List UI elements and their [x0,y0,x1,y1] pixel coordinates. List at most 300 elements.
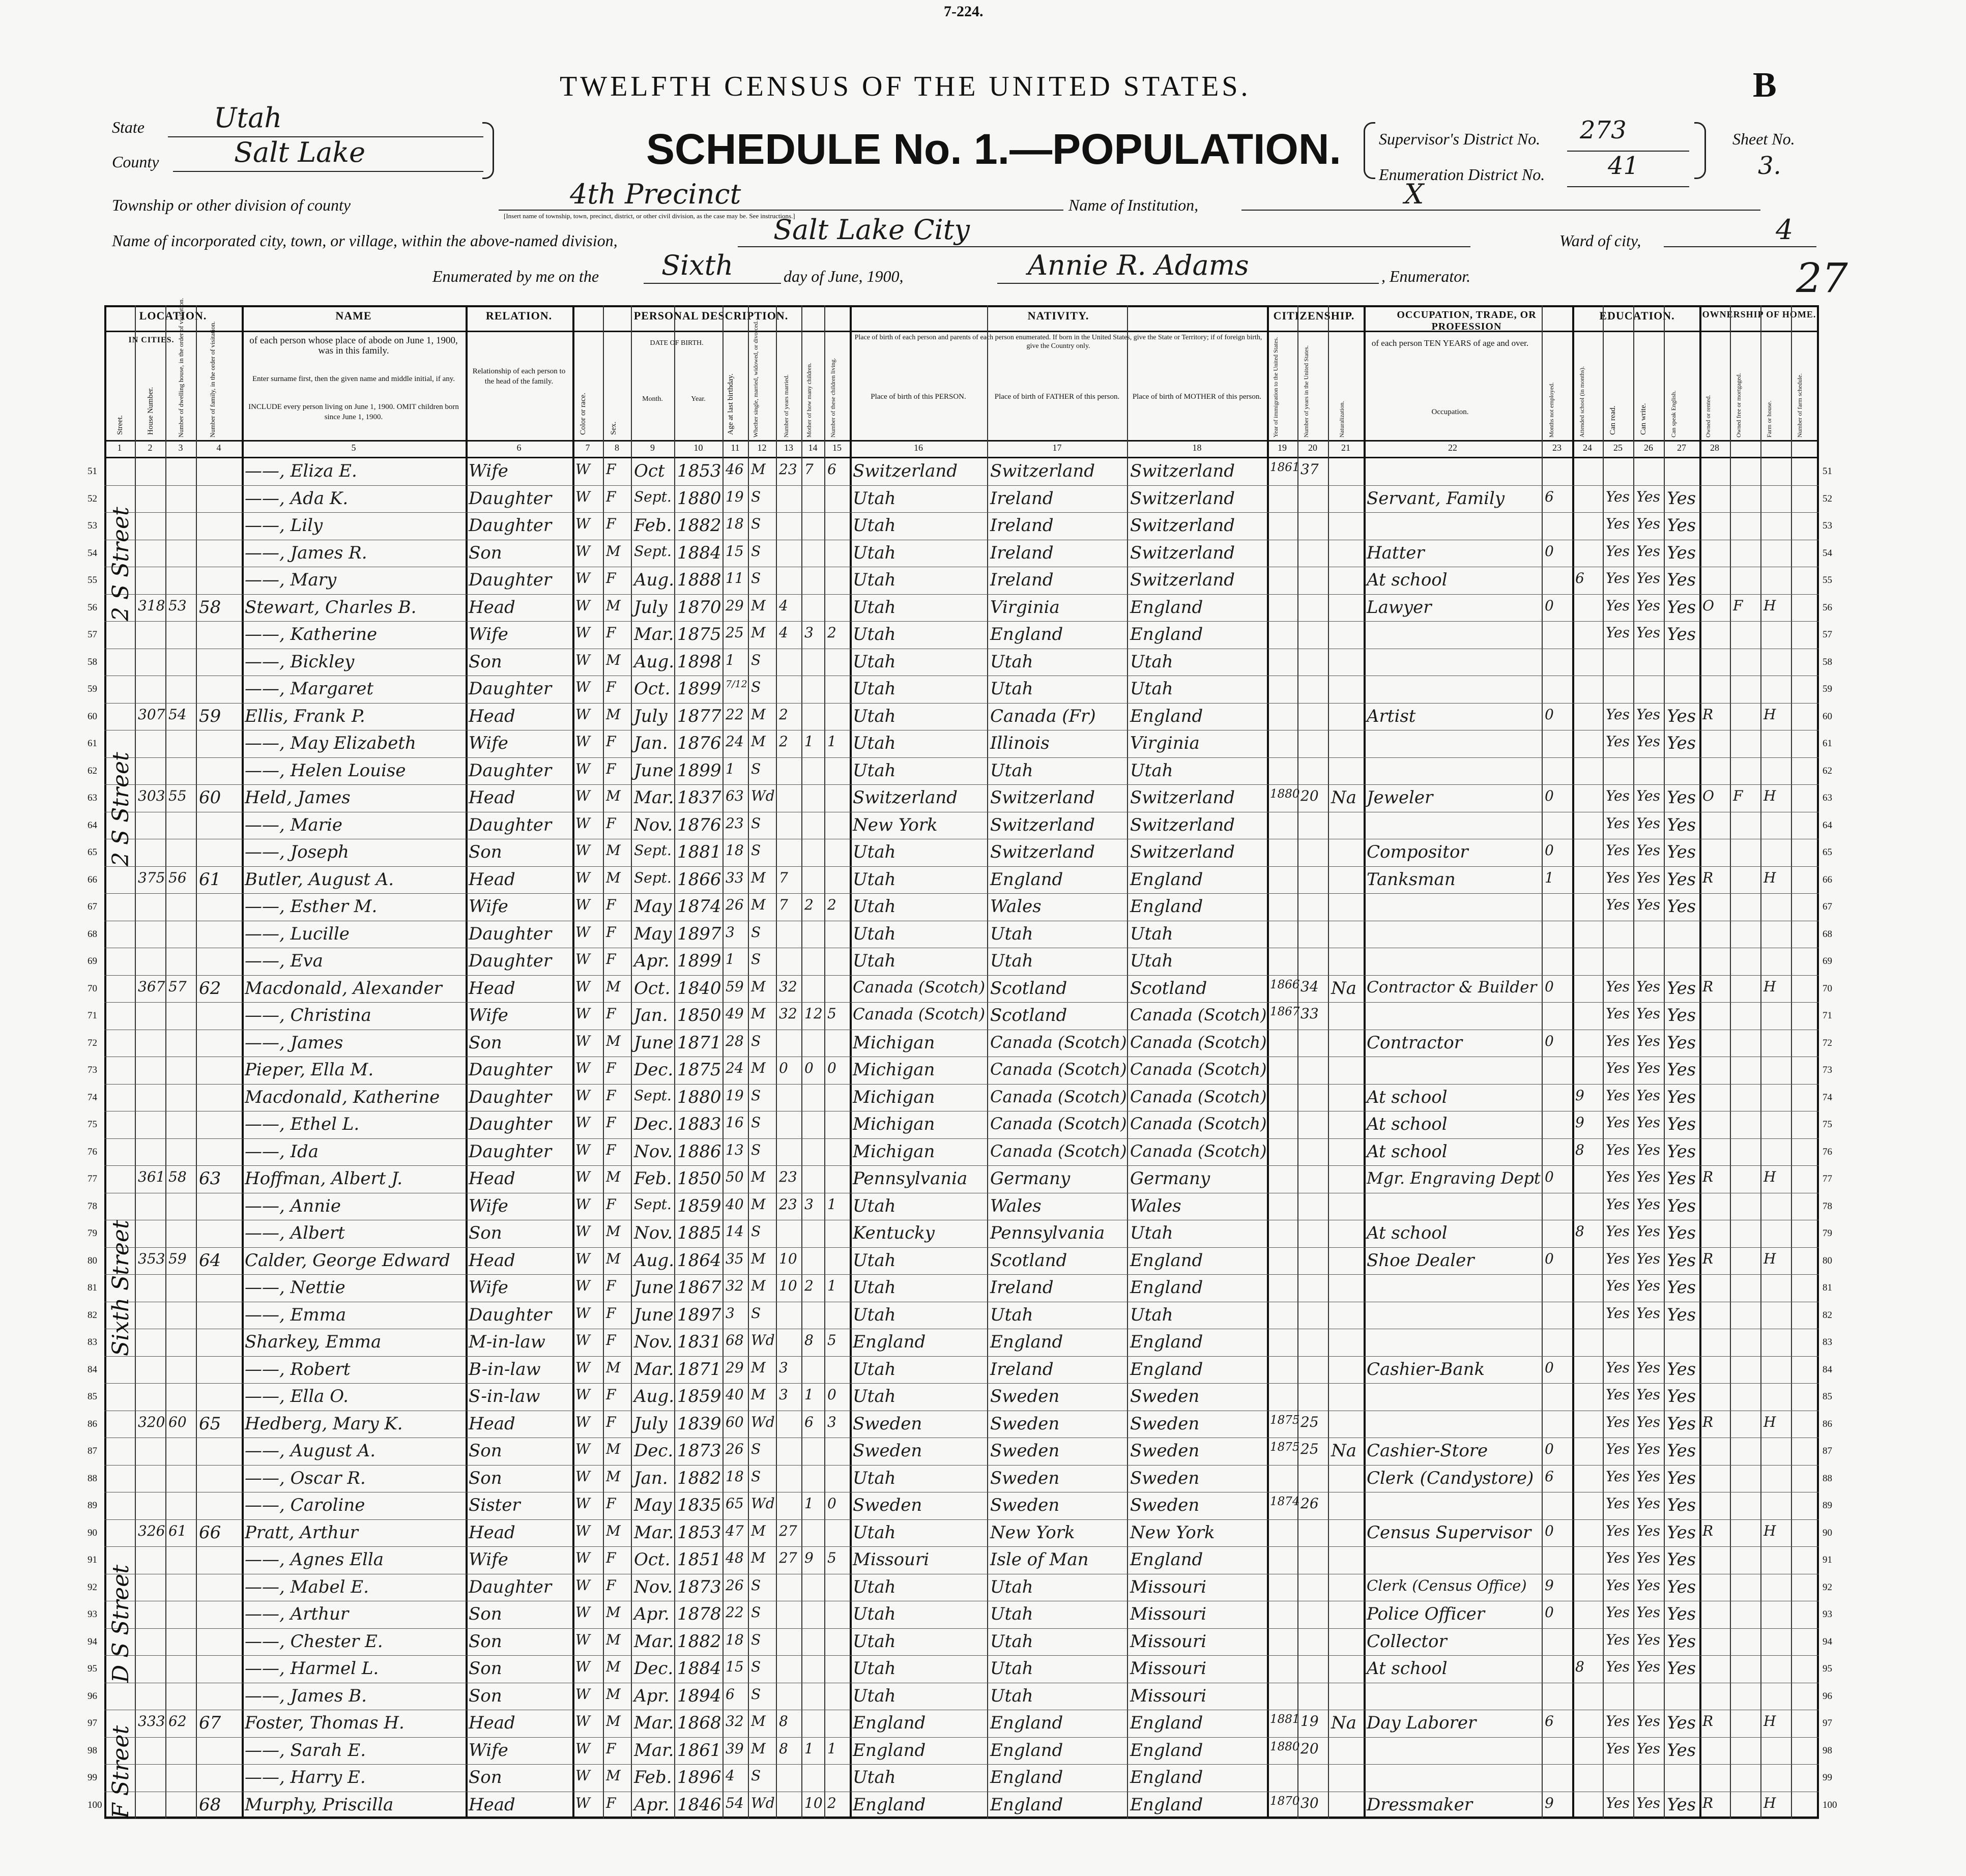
name-enter: Enter surname first, then the given name and middle initial, if any. [252,375,455,383]
line-number-right: 95 [1823,1663,1832,1674]
cell-name: ——, Esther M. [245,896,378,917]
cell-pom: Wales [1130,1195,1181,1216]
cell-name: ——, Mabel E. [245,1576,369,1597]
cell-month: Apr. [634,1604,670,1624]
cell-occ: Lawyer [1367,597,1432,618]
cell-sex: M [606,1604,621,1621]
township-note: [Insert name of township, town, precinct, district, or other civil division, as the case may be. See instructions.] [504,212,795,220]
cell-ms: Wd [751,787,775,804]
cell-wr: Yes [1636,624,1660,641]
cell-occ: At school [1367,1658,1448,1679]
column-number: 4 [216,443,221,453]
cell-sex: M [606,1631,621,1648]
cell-mu: 6 [1545,488,1554,505]
line-number-right: 97 [1823,1718,1832,1728]
cell-month: Feb. [634,515,672,536]
cell-color: W [575,1087,590,1104]
cell-moc: 3 [804,1195,814,1213]
cell-moc: 0 [804,1060,814,1076]
cell-pob: Utah [853,951,896,971]
line-number: 64 [88,819,97,831]
cell-age: 32 [726,1277,744,1294]
cell-frm: H [1763,597,1776,614]
cell-en: Yes [1667,1794,1696,1815]
cell-sch: 9 [1575,1087,1584,1104]
cell-liv: 5 [827,1005,836,1022]
cell-pof: Canada (Scotch) [990,1060,1127,1079]
county-underline [173,171,483,172]
cell-year: 1896 [677,1767,721,1787]
cell-en: Yes [1667,1658,1696,1679]
cell-mu: 9 [1545,1794,1554,1811]
cell-ms: S [751,570,761,587]
cell-liv: 3 [827,1413,836,1430]
cell-pof: Scotland [990,1005,1067,1025]
column-divider [1572,305,1574,1819]
row-rule [104,1383,1819,1384]
month-head: Month. [642,395,663,403]
occupation-head: Occupation. [1431,408,1469,416]
row-rule [104,893,1819,894]
cell-name: ——, Harry E. [245,1767,366,1787]
cell-pob: Michigan [853,1060,935,1080]
cell-pof: Utah [990,1631,1033,1652]
cell-ym: 2 [779,733,788,750]
cell-sex: F [606,1277,616,1294]
cell-liv: 2 [827,896,836,913]
cell-name: ——, Lily [245,515,323,536]
line-number: 82 [88,1309,97,1321]
dwelling-head: Number of dwelling house, in the order of visitation. [177,298,185,437]
cell-month: May [634,1495,672,1515]
cell-sex: F [606,679,616,695]
cell-sex: M [606,1658,621,1675]
cell-pom: Switzerland [1130,488,1235,509]
cell-rel: Son [469,1032,502,1053]
cell-color: W [575,1114,590,1131]
cell-color: W [575,1767,590,1784]
cell-name: ——, Bickley [245,651,355,672]
cell-pob: Kentucky [853,1223,935,1243]
street-label: F Street [108,1725,134,1819]
cell-pom: England [1130,1359,1203,1380]
cell-pob: Utah [853,733,896,753]
mother-of-head: Mother of how many children. [805,363,813,437]
line-number: 79 [88,1228,97,1239]
cell-pom: Sweden [1130,1495,1200,1515]
cell-sex: F [606,896,616,913]
cell-ym: 8 [779,1740,788,1757]
line-number-right: 93 [1823,1609,1832,1620]
cell-name: ——, Eliza E. [245,461,357,481]
cell-pob: Michigan [853,1114,935,1134]
line-number: 92 [88,1581,97,1593]
cell-sex: F [606,1195,616,1213]
cell-rd: Yes [1606,814,1630,832]
column-number: 18 [1192,443,1202,453]
cell-ms: Wd [751,1413,775,1430]
cell-pob: Utah [853,869,896,890]
family-head: Number of family, in the order of visitation. [209,321,216,437]
school-head: Attended school (in months). [1578,366,1585,437]
cell-month: Jan. [634,733,668,753]
column-divider [801,305,802,1819]
cell-age: 32 [726,1713,744,1730]
cell-pof: Utah [990,923,1033,944]
enum-day: Sixth [661,249,734,281]
cell-year: 1867 [677,1277,721,1298]
cell-color: W [575,1549,590,1566]
cell-en: Yes [1667,1604,1696,1624]
cell-name: ——, Agnes Ella [245,1549,384,1570]
cell-year: 1874 [677,896,721,917]
cell-mu: 0 [1545,787,1554,804]
cell-year: 1864 [677,1250,721,1271]
cell-sex: M [606,1359,621,1376]
cell-mu: 0 [1545,1250,1554,1267]
cell-age: 18 [726,842,744,859]
cell-name: ——, Oscar R. [245,1468,366,1488]
line-number: 81 [88,1282,97,1293]
cell-age: 1 [726,651,735,668]
cell-rd: Yes [1606,1250,1630,1267]
occ-desc: of each person TEN YEARS of age and over. [1371,338,1529,348]
enumeration-label: Enumeration District No. [1379,165,1545,184]
cell-imm: 1866 [1270,978,1300,991]
cell-color: W [575,488,590,505]
cell-pom: Missouri [1130,1576,1207,1597]
street-label: 2 S Street [108,507,134,621]
cell-sex: F [606,1005,616,1022]
line-number: 91 [88,1555,97,1565]
cell-age: 40 [726,1386,744,1403]
cell-age: 49 [726,1005,744,1022]
cell-house: 353 [138,1250,165,1267]
read-head: Can read. [1609,405,1617,435]
cell-pob: Utah [853,1468,896,1488]
cell-age: 26 [726,1576,744,1594]
cell-rd: Yes [1606,1658,1630,1675]
cell-rel: Daughter [469,760,552,781]
cell-ms: S [751,1658,761,1675]
cell-moc: 10 [804,1794,823,1811]
house-head: House Number. [147,387,155,435]
cell-color: W [575,1740,590,1757]
cell-age: 22 [726,706,744,723]
cell-en: Yes [1667,1713,1696,1733]
cell-month: June [634,1277,674,1298]
cell-pof: Switzerland [990,842,1095,862]
cell-ms: S [751,1114,761,1131]
ward-value: 4 [1776,214,1794,246]
cell-age: 15 [726,1658,744,1675]
column-divider [1633,305,1634,1819]
cell-pob: England [853,1740,926,1761]
cell-frm: H [1763,1713,1776,1730]
cell-fam: 59 [199,706,221,726]
cell-name: ——, Margaret [245,679,374,699]
cell-ym: 23 [779,1168,797,1185]
row-rule [104,1356,1819,1357]
cell-age: 23 [726,814,744,832]
form-number: 7-224. [944,3,984,20]
cell-ms: M [751,1277,766,1294]
colnum-rule [104,457,1819,458]
cell-name: ——, Lucille [245,923,350,944]
cell-occ: Mgr. Engraving Dept [1367,1168,1541,1188]
cell-name: Foster, Thomas H. [245,1713,404,1733]
cell-wr: Yes [1636,1468,1660,1485]
column-number: 5 [351,443,356,453]
cell-occ: Jeweler [1367,787,1433,808]
cell-color: W [575,1604,590,1621]
cell-name: ——, Nettie [245,1277,345,1298]
cell-color: W [575,461,590,478]
column-divider [748,305,749,1819]
cell-rel: Head [469,706,515,726]
cell-name: ——, Albert [245,1223,345,1243]
cell-own: R [1702,1250,1714,1267]
cell-month: May [634,923,672,944]
row-rule [104,1655,1819,1656]
cell-pof: Utah [990,1658,1033,1679]
cell-rd: Yes [1606,1141,1630,1158]
cell-color: W [575,787,590,804]
cell-wr: Yes [1636,1631,1660,1648]
cell-wr: Yes [1636,597,1660,614]
cell-month: June [634,1304,674,1325]
line-number-right: 82 [1823,1309,1832,1321]
cell-color: W [575,842,590,859]
cell-age: 48 [726,1549,744,1566]
enum-label-2: day of June, 1900, [784,267,904,285]
enum-label-1: Enumerated by me on the [432,267,599,285]
column-number: 27 [1677,443,1686,453]
cell-own: O [1702,597,1714,614]
cell-ym: 23 [779,1195,797,1213]
cell-name: Butler, August A. [245,869,394,890]
cell-en: Yes [1667,1005,1696,1025]
cell-rel: Son [469,1604,502,1624]
cell-pob: Missouri [853,1549,930,1570]
cell-rel: Daughter [469,1087,552,1107]
nativity-desc: Place of birth of each person and parents of each person enumerated. If born in the United States, give the State or Territory; if of foreign birth, give the Country only. [854,334,1262,350]
cell-ym: 3 [779,1359,788,1376]
cell-rel: Head [469,597,515,618]
cell-pof: Switzerland [990,787,1095,808]
cell-wr: Yes [1636,1413,1660,1430]
cell-pof: Ireland [990,515,1054,536]
cell-color: W [575,624,590,641]
cell-color: W [575,597,590,614]
cell-moc: 7 [804,461,814,478]
cell-name: Sharkey, Emma [245,1332,382,1352]
cell-year: 1876 [677,814,721,835]
cell-color: W [575,1713,590,1730]
schedule-head: Number of farm schedule. [1796,373,1803,437]
cell-name: Macdonald, Alexander [245,978,442,999]
cell-name: ——, Chester E. [245,1631,383,1652]
cell-pom: Canada (Scotch) [1130,1005,1267,1024]
line-number-right: 73 [1823,1065,1832,1075]
cell-year: 1846 [677,1794,721,1815]
row-rule [104,1764,1819,1765]
living-head: Number of these children living. [829,358,836,437]
cell-dw: 53 [168,597,187,614]
column-divider [572,305,574,1819]
cell-rel: Daughter [469,1304,552,1325]
cell-ms: M [751,1060,766,1076]
cell-age: 63 [726,787,744,804]
cell-liv: 0 [827,1495,836,1512]
cell-pob: Sweden [853,1413,922,1434]
line-number-right: 96 [1823,1690,1832,1702]
line-number: 94 [88,1636,97,1647]
census-title: TWELFTH CENSUS OF THE UNITED STATES. [560,71,1251,102]
cell-pof: Canada (Scotch) [990,1032,1127,1052]
line-number-right: 63 [1823,793,1832,803]
cell-frm: H [1763,1522,1776,1539]
cell-pof: Utah [990,679,1033,699]
cell-sex: M [606,1522,621,1539]
cell-age: 15 [726,542,744,560]
color-head: Color or race. [579,393,587,435]
column-number: 28 [1710,443,1719,453]
cell-moc: 1 [804,1495,814,1512]
cell-mu: 0 [1545,1441,1554,1457]
cell-ym: 10 [779,1277,797,1294]
enum-label-3: , Enumerator. [1381,267,1471,285]
cell-pof: Pennsylvania [990,1223,1105,1243]
line-number: 65 [88,847,97,858]
cell-yus: 20 [1300,787,1319,804]
cell-month: Nov. [634,1576,673,1597]
cell-dw: 60 [168,1413,187,1430]
line-number: 99 [88,1772,97,1783]
cell-wr: Yes [1636,1250,1660,1267]
cell-sch: 8 [1575,1141,1584,1158]
cell-dw: 56 [168,869,187,886]
cell-name: ——, August A. [245,1441,376,1461]
cell-mu: 0 [1545,1032,1554,1049]
cell-dw: 55 [168,787,187,804]
cell-pob: Utah [853,1631,896,1652]
cell-rel: Wife [469,1277,508,1298]
cell-ms: S [751,1576,761,1594]
line-number-right: 80 [1823,1255,1832,1266]
cell-pob: Utah [853,1685,896,1706]
city-value: Salt Lake City [773,214,970,246]
cell-pom: Utah [1130,1223,1173,1243]
cell-year: 1871 [677,1032,721,1053]
cell-month: Mar. [634,1359,674,1380]
cell-pom: Canada (Scotch) [1130,1141,1267,1161]
cell-en: Yes [1667,1195,1696,1216]
cell-rd: Yes [1606,1005,1630,1022]
cell-age: 24 [726,1060,744,1076]
cell-age: 65 [726,1495,744,1512]
cell-year: 1875 [677,1060,721,1080]
row-rule [104,757,1819,758]
cell-pom: England [1130,1794,1203,1815]
cell-name: ——, James R. [245,542,367,563]
cell-sex: M [606,869,621,886]
cell-sex: F [606,461,616,478]
cell-fam: 62 [199,978,221,999]
line-number: 98 [88,1745,97,1756]
cell-pof: Utah [990,951,1033,971]
cell-age: 54 [726,1794,744,1811]
cell-month: July [634,597,668,618]
cell-year: 1859 [677,1195,721,1216]
line-number-right: 67 [1823,901,1832,912]
cell-frm: H [1763,869,1776,886]
line-number: 95 [88,1663,97,1674]
cell-yus: 19 [1300,1713,1319,1730]
cell-ms: S [751,1685,761,1703]
cell-rel: Daughter [469,1141,552,1162]
cell-en: Yes [1667,1495,1696,1515]
cell-moc: 12 [804,1005,823,1022]
cell-dw: 54 [168,706,187,723]
cell-sex: F [606,1576,616,1594]
cell-house: 361 [138,1168,165,1185]
cell-pom: Missouri [1130,1658,1207,1679]
cell-rd: Yes [1606,1114,1630,1131]
cell-pof: Ireland [990,1277,1054,1298]
cell-rd: Yes [1606,1304,1630,1322]
column-divider [1760,305,1761,1819]
cell-name: ——, Christina [245,1005,371,1025]
cell-wr: Yes [1636,1604,1660,1621]
cell-pom: England [1130,1277,1203,1298]
row-rule [104,1546,1819,1547]
cell-rel: Wife [469,624,508,644]
margin-mark: 27 [1796,254,1848,302]
enum-day-underline [644,283,781,284]
cell-rd: Yes [1606,515,1630,532]
cell-liv: 5 [827,1332,836,1349]
cell-month: June [634,760,674,781]
cell-year: 1897 [677,923,721,944]
cell-fm: F [1733,597,1743,614]
cell-occ: Artist [1367,706,1416,726]
cell-pom: Utah [1130,679,1173,699]
cell-name: ——, Eva [245,951,323,971]
cell-color: W [575,1359,590,1376]
cell-fam: 67 [199,1713,221,1733]
cell-sex: M [606,706,621,723]
cell-sex: M [606,1250,621,1267]
cell-age: 60 [726,1413,744,1430]
cell-name: Pratt, Arthur [245,1522,358,1543]
line-number-right: 100 [1823,1799,1837,1810]
cell-pom: Canada (Scotch) [1130,1114,1267,1133]
cell-month: July [634,706,668,726]
group-location: LOCATION. [139,309,207,322]
cell-rd: Yes [1606,1549,1630,1566]
cell-pob: Switzerland [853,787,958,808]
cell-year: 1894 [677,1685,721,1706]
cell-month: Sept. [634,869,672,886]
cell-pof: Canada (Scotch) [990,1114,1127,1133]
cell-house: 333 [138,1713,165,1730]
cell-pob: Michigan [853,1141,935,1162]
cell-dw: 62 [168,1713,187,1730]
row-rule [104,1519,1819,1520]
column-number: 19 [1278,443,1287,453]
cell-nat: Na [1331,1713,1357,1733]
